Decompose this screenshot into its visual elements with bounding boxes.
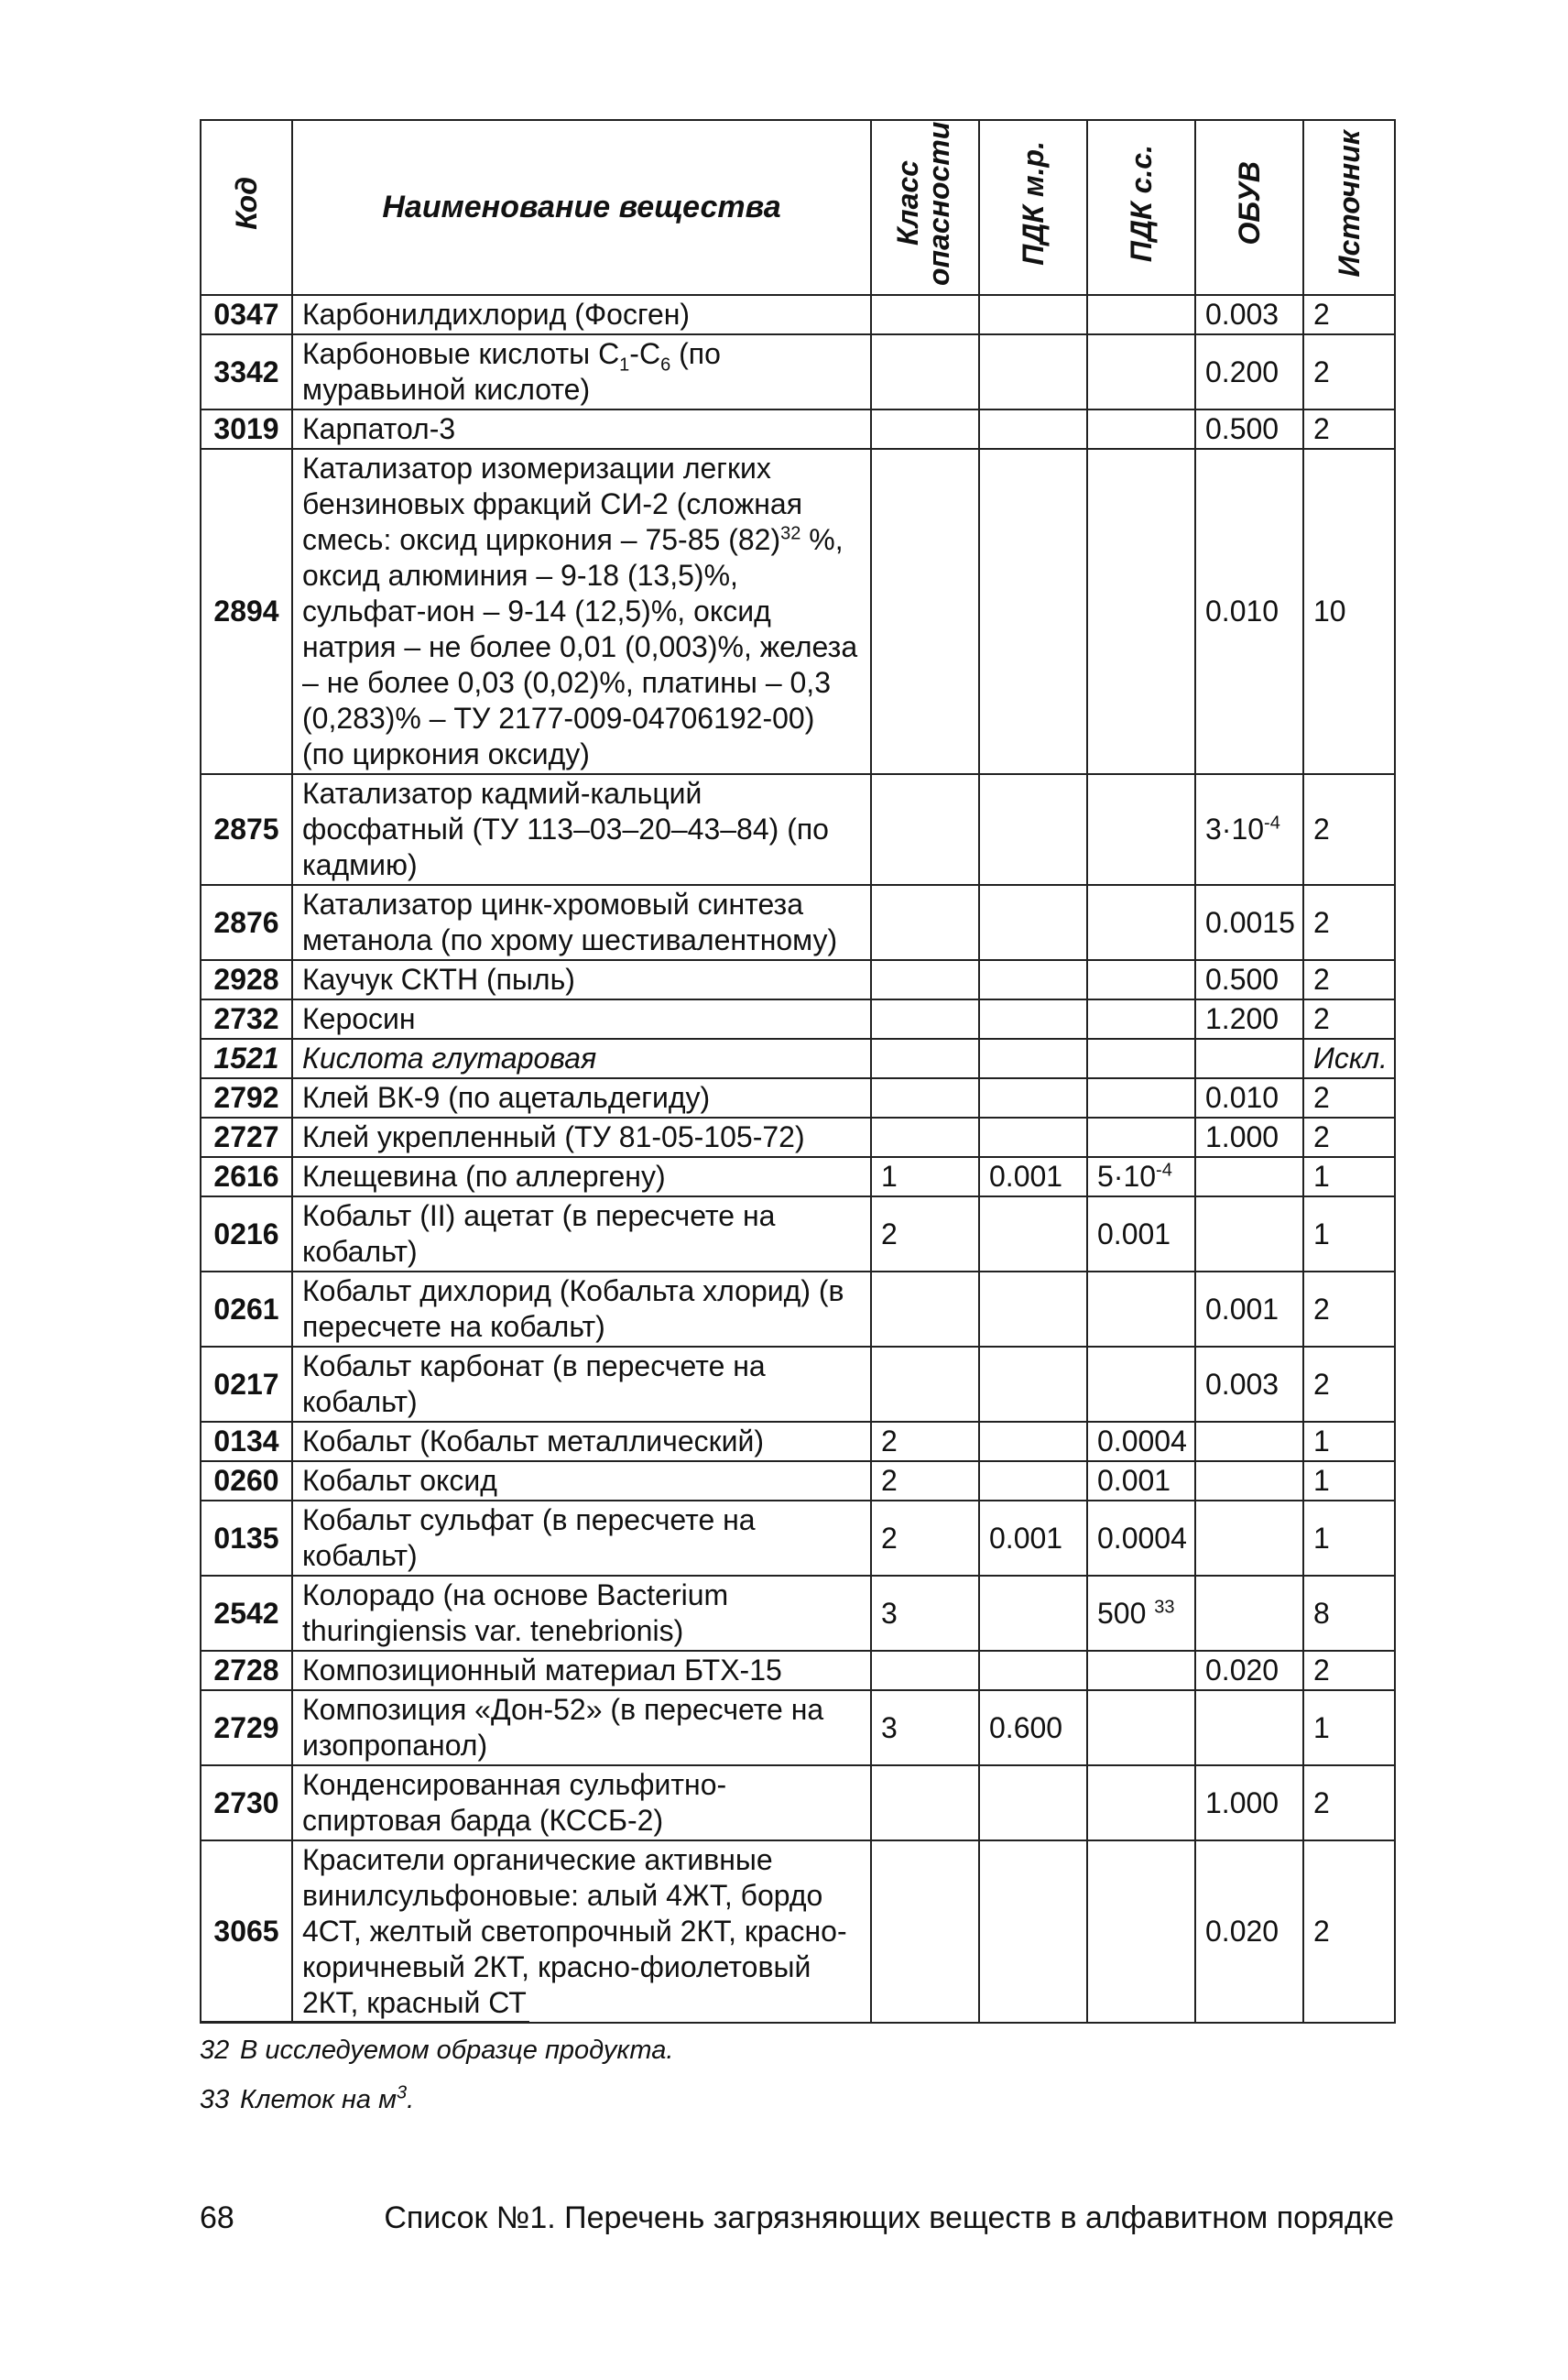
- pdk-ss-cell: [1087, 449, 1195, 774]
- hazard-class-cell: 2: [871, 1501, 979, 1576]
- obuv-cell: 0.500: [1195, 960, 1303, 999]
- pdk-mr-cell: [979, 449, 1087, 774]
- pdk-ss-cell: [1087, 885, 1195, 960]
- hazard-class-cell: 2: [871, 1461, 979, 1501]
- footnote-33: [200, 2082, 415, 2115]
- source-cell: 2: [1303, 295, 1395, 334]
- pdk-ss-cell: 0.0004: [1087, 1501, 1195, 1576]
- hazard-class-cell: [871, 449, 979, 774]
- table-row: [201, 1576, 1395, 1651]
- pdk-mr-cell: 0.600: [979, 1690, 1087, 1765]
- table-row: [201, 1651, 1395, 1690]
- table-row: [201, 1347, 1395, 1422]
- pdk-ss-cell: $5\cdot 10^{-4}$: [1087, 1157, 1195, 1196]
- substances-table: [200, 119, 1396, 2024]
- source-cell: 2: [1303, 885, 1395, 960]
- name-cell: Клей укрепленный (ТУ 81-05-105-72): [292, 1118, 871, 1157]
- code-cell: 3065: [201, 1840, 292, 2023]
- hazard-class-cell: [871, 334, 979, 409]
- pdk-mr-cell: [979, 999, 1087, 1039]
- obuv-cell: 0.020: [1195, 1651, 1303, 1690]
- name-cell: Карбонилдихлорид (Фосген): [292, 295, 871, 334]
- code-cell: 0347: [201, 295, 292, 334]
- header-source: Источник: [1303, 120, 1395, 295]
- code-cell: 2928: [201, 960, 292, 999]
- table-row: [201, 409, 1395, 449]
- obuv-cell: [1195, 1422, 1303, 1461]
- footnote-divider: [200, 2021, 529, 2023]
- hazard-class-cell: [871, 960, 979, 999]
- obuv-cell: 0.0015: [1195, 885, 1303, 960]
- footnote-text: Клеток на $м^3$.: [240, 2082, 415, 2114]
- code-cell: 0135: [201, 1501, 292, 1576]
- source-cell: 1: [1303, 1157, 1395, 1196]
- table-row: [201, 1461, 1395, 1501]
- obuv-cell: [1195, 1576, 1303, 1651]
- code-cell: 0217: [201, 1347, 292, 1422]
- pdk-mr-cell: [979, 334, 1087, 409]
- hazard-class-cell: [871, 774, 979, 885]
- code-cell: 2542: [201, 1576, 292, 1651]
- obuv-cell: 1.000: [1195, 1118, 1303, 1157]
- code-cell: 2728: [201, 1651, 292, 1690]
- code-cell: 2792: [201, 1078, 292, 1118]
- source-cell: 2: [1303, 1078, 1395, 1118]
- obuv-cell: [1195, 1039, 1303, 1078]
- footnote-32: [200, 2036, 673, 2066]
- source-cell: Искл.: [1303, 1039, 1395, 1078]
- pdk-mr-cell: [979, 1461, 1087, 1501]
- footnote-number: 33: [200, 2085, 230, 2114]
- header-hazard-class: Класс опасности: [871, 120, 979, 295]
- pdk-mr-cell: [979, 1576, 1087, 1651]
- table-row: [201, 1840, 1395, 2023]
- hazard-class-cell: [871, 1078, 979, 1118]
- source-cell: 2: [1303, 1840, 1395, 2023]
- header-name: Наименование вещества: [292, 120, 871, 295]
- header-pdk-ss: ПДК с.с.: [1087, 120, 1195, 295]
- pdk-ss-cell: [1087, 1651, 1195, 1690]
- table-row: [201, 1765, 1395, 1840]
- name-cell: Каучук СКТН (пыль): [292, 960, 871, 999]
- pdk-ss-cell: [1087, 1078, 1195, 1118]
- pdk-mr-cell: [979, 1078, 1087, 1118]
- table-row: [201, 1690, 1395, 1765]
- pdk-ss-cell: [1087, 1347, 1195, 1422]
- obuv-cell: [1195, 1690, 1303, 1765]
- name-cell: Кобальт карбонат (в пересчете на кобальт): [292, 1347, 871, 1422]
- name-cell: Клей ВК-9 (по ацетальдегиду): [292, 1078, 871, 1118]
- pdk-mr-cell: 0.001: [979, 1501, 1087, 1576]
- hazard-class-cell: [871, 1347, 979, 1422]
- code-cell: 0134: [201, 1422, 292, 1461]
- table-row: [201, 1272, 1395, 1347]
- code-cell: 2730: [201, 1765, 292, 1840]
- obuv-cell: 1.000: [1195, 1765, 1303, 1840]
- obuv-cell: 0.500: [1195, 409, 1303, 449]
- name-cell: Кобальт сульфат (в пересчете на кобальт): [292, 1501, 871, 1576]
- pdk-mr-cell: [979, 1347, 1087, 1422]
- header-obuv: ОБУВ: [1195, 120, 1303, 295]
- table-row: [201, 295, 1395, 334]
- name-cell: Красители органические активные винилсульфоновые: алый 4ЖТ, бордо 4СТ, желтый светопрочный 2КТ, красно-коричневый 2КТ, красно-фиолетовый 2КТ, красный СТ: [292, 1840, 871, 2023]
- source-cell: 1: [1303, 1501, 1395, 1576]
- obuv-cell: 1.200: [1195, 999, 1303, 1039]
- table-row: [201, 449, 1395, 774]
- pdk-ss-cell: [1087, 1765, 1195, 1840]
- pdk-ss-cell: [1087, 295, 1195, 334]
- code-cell: 2876: [201, 885, 292, 960]
- table-row: [201, 1422, 1395, 1461]
- hazard-class-cell: [871, 1765, 979, 1840]
- source-cell: 1: [1303, 1690, 1395, 1765]
- pdk-mr-cell: 0.001: [979, 1157, 1087, 1196]
- obuv-cell: 0.010: [1195, 1078, 1303, 1118]
- name-cell: Композиционный материал БТХ-15: [292, 1651, 871, 1690]
- table-row: [201, 1196, 1395, 1272]
- pdk-mr-cell: [979, 1422, 1087, 1461]
- source-cell: 2: [1303, 1118, 1395, 1157]
- hazard-class-cell: [871, 1039, 979, 1078]
- name-cell: Кислота глутаровая: [292, 1039, 871, 1078]
- hazard-class-cell: [871, 1651, 979, 1690]
- obuv-cell: [1195, 1157, 1303, 1196]
- source-cell: 2: [1303, 1347, 1395, 1422]
- pdk-mr-cell: [979, 885, 1087, 960]
- name-cell: Кобальт (II) ацетат (в пересчете на кобальт): [292, 1196, 871, 1272]
- code-cell: 1521: [201, 1039, 292, 1078]
- pdk-ss-cell: 0.001: [1087, 1196, 1195, 1272]
- name-cell: Кобальт дихлорид (Кобальта хлорид) (в пересчете на кобальт): [292, 1272, 871, 1347]
- code-cell: 3342: [201, 334, 292, 409]
- name-cell: Катализатор изомеризации легких бензиновых фракций СИ-2 (сложная смесь: оксид циркония – 75-85 $(82)^{32}$ %, оксид алюминия – 9-18 (13,5)%, сульфат-ион – 9-14 (12,5)%, оксид натрия – не более 0,01 (0,003)%, железа – не более 0,03 (0,02)%, платины – 0,3 (0,283)% – ТУ 2177-009-04706192-00) (по циркония оксиду): [292, 449, 871, 774]
- footnote-number: 32: [200, 2036, 230, 2065]
- name-cell: Керосин: [292, 999, 871, 1039]
- pdk-ss-cell: [1087, 1272, 1195, 1347]
- footnote-text: В исследуемом образце продукта.: [240, 2036, 674, 2065]
- header-pdk-mr: ПДК м.р.: [979, 120, 1087, 295]
- code-cell: 2616: [201, 1157, 292, 1196]
- hazard-class-cell: [871, 409, 979, 449]
- table-row: [201, 960, 1395, 999]
- code-cell: 2875: [201, 774, 292, 885]
- source-cell: 2: [1303, 334, 1395, 409]
- hazard-class-cell: [871, 999, 979, 1039]
- source-cell: 10: [1303, 449, 1395, 774]
- obuv-cell: 0.003: [1195, 1347, 1303, 1422]
- pdk-mr-cell: [979, 960, 1087, 999]
- name-cell: Катализатор цинк-хромовый синтеза метанола (по хрому шестивалентному): [292, 885, 871, 960]
- table-row: [201, 999, 1395, 1039]
- obuv-cell: 0.010: [1195, 449, 1303, 774]
- pdk-ss-cell: [1087, 1840, 1195, 2023]
- code-cell: 0260: [201, 1461, 292, 1501]
- header-code: Код: [201, 120, 292, 295]
- code-cell: 2732: [201, 999, 292, 1039]
- source-cell: 1: [1303, 1461, 1395, 1501]
- pdk-mr-cell: [979, 1196, 1087, 1272]
- table-row: [201, 334, 1395, 409]
- pdk-ss-cell: [1087, 999, 1195, 1039]
- table-row: [201, 774, 1395, 885]
- pdk-ss-cell: [1087, 774, 1195, 885]
- pdk-ss-cell: [1087, 334, 1195, 409]
- pdk-ss-cell: [1087, 409, 1195, 449]
- hazard-class-cell: 3: [871, 1690, 979, 1765]
- source-cell: 2: [1303, 409, 1395, 449]
- hazard-class-cell: [871, 1840, 979, 2023]
- pdk-mr-cell: [979, 1272, 1087, 1347]
- code-cell: 3019: [201, 409, 292, 449]
- obuv-cell: [1195, 1461, 1303, 1501]
- code-cell: 0216: [201, 1196, 292, 1272]
- obuv-cell: 0.003: [1195, 295, 1303, 334]
- hazard-class-cell: 3: [871, 1576, 979, 1651]
- name-cell: Карбоновые кислоты $C_1-C_6$ (по муравьиной кислоте): [292, 334, 871, 409]
- name-cell: Карпатол-3: [292, 409, 871, 449]
- table-row: [201, 1157, 1395, 1196]
- pdk-mr-cell: [979, 1651, 1087, 1690]
- source-cell: 8: [1303, 1576, 1395, 1651]
- pdk-mr-cell: [979, 1840, 1087, 2023]
- pdk-mr-cell: [979, 1765, 1087, 1840]
- table-row: [201, 885, 1395, 960]
- table-row-excluded: [201, 1039, 1395, 1078]
- hazard-class-cell: [871, 885, 979, 960]
- obuv-cell: 0.001: [1195, 1272, 1303, 1347]
- pdk-mr-cell: [979, 1039, 1087, 1078]
- obuv-cell: [1195, 1196, 1303, 1272]
- pdk-ss-cell: 0.001: [1087, 1461, 1195, 1501]
- obuv-cell: 0.020: [1195, 1840, 1303, 2023]
- substances-table-wrap: [200, 119, 1394, 2024]
- page-number: 68: [200, 2200, 234, 2235]
- table-row: [201, 1118, 1395, 1157]
- source-cell: 2: [1303, 1272, 1395, 1347]
- pdk-ss-cell: [1087, 1039, 1195, 1078]
- pdk-mr-cell: [979, 774, 1087, 885]
- source-cell: 1: [1303, 1422, 1395, 1461]
- hazard-class-cell: 2: [871, 1196, 979, 1272]
- hazard-class-cell: 1: [871, 1157, 979, 1196]
- name-cell: Конденсированная сульфитно-спиртовая барда (КССБ-2): [292, 1765, 871, 1840]
- code-cell: 2729: [201, 1690, 292, 1765]
- name-cell: Композиция «Дон-52» (в пересчете на изопропанол): [292, 1690, 871, 1765]
- pdk-ss-cell: 500 $^{33}$: [1087, 1576, 1195, 1651]
- name-cell: Кобальт оксид: [292, 1461, 871, 1501]
- source-cell: 2: [1303, 999, 1395, 1039]
- table-row: [201, 1501, 1395, 1576]
- pdk-ss-cell: 0.0004: [1087, 1422, 1195, 1461]
- name-cell: Колорадо (на основе Bacterium thuringiensis var. tenebrionis): [292, 1576, 871, 1651]
- running-title: Список №1. Перечень загрязняющих веществ в алфавитном порядке: [384, 2200, 1394, 2235]
- source-cell: 2: [1303, 1651, 1395, 1690]
- obuv-cell: $3\cdot 10^{-4}$: [1195, 774, 1303, 885]
- pdk-ss-cell: [1087, 1118, 1195, 1157]
- pdk-mr-cell: [979, 1118, 1087, 1157]
- name-cell: Катализатор кадмий-кальций фосфатный (ТУ 113–03–20–43–84) (по кадмию): [292, 774, 871, 885]
- name-cell: Клещевина (по аллергену): [292, 1157, 871, 1196]
- pdk-ss-cell: [1087, 960, 1195, 999]
- hazard-class-cell: 2: [871, 1422, 979, 1461]
- pdk-ss-cell: [1087, 1690, 1195, 1765]
- code-cell: 0261: [201, 1272, 292, 1347]
- hazard-class-cell: [871, 1118, 979, 1157]
- pdk-mr-cell: [979, 295, 1087, 334]
- table-row: [201, 1078, 1395, 1118]
- hazard-class-cell: [871, 1272, 979, 1347]
- pdk-mr-cell: [979, 409, 1087, 449]
- obuv-cell: 0.200: [1195, 334, 1303, 409]
- source-cell: 2: [1303, 774, 1395, 885]
- code-cell: 2894: [201, 449, 292, 774]
- source-cell: 2: [1303, 1765, 1395, 1840]
- source-cell: 2: [1303, 960, 1395, 999]
- source-cell: 1: [1303, 1196, 1395, 1272]
- obuv-cell: [1195, 1501, 1303, 1576]
- table-header-row: [201, 120, 1395, 295]
- name-cell: Кобальт (Кобальт металлический): [292, 1422, 871, 1461]
- code-cell: 2727: [201, 1118, 292, 1157]
- hazard-class-cell: [871, 295, 979, 334]
